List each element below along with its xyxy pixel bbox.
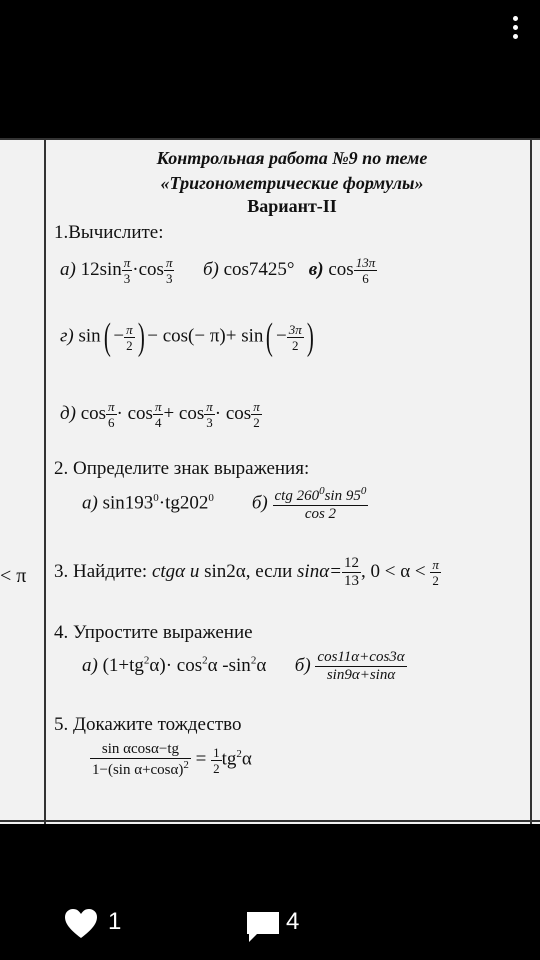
task2-heading: 2. Определите знак выражения: [54,458,310,479]
homework-photo [0,138,540,824]
table-line-top [0,138,540,140]
task3-row: 3. Найдите: ctgα и sin2α, если sinα= $\frac{12}{13}$ , 0 < α < $\frac{\pi}{2}$ [54,555,439,589]
task2-row: а) $\sin 193^0\cdot tg202^0$ б) $\frac{ctg 260^0\sin 95^0}{\cos 2}$ [82,485,367,522]
heart-icon[interactable] [64,908,98,940]
task1-a-label: а) [60,258,76,280]
task4-row: а) $(1+tg^2\alpha)\cdot \cos^2\alpha$ $-\sin^2\alpha$ б) $\frac{\cos 11\alpha+\cos 3\alpha}{\sin 9\alpha+\sin\alpha}$ [82,649,405,683]
worksheet-variant: Вариант-II [247,196,337,216]
left-column-fragment: < π [0,565,27,587]
comment-icon[interactable] [244,910,282,944]
comment-count: 4 [286,908,300,935]
task1-heading: 1.Вычислите: [54,222,164,243]
task5-heading: 5. Докажите тождество [54,714,242,735]
table-line-bottom [0,820,540,822]
task1-row2: г) sin( − $\frac{\pi}{2}$ ) − cos(− π)+ sin( − $\frac{3\pi}{2}$ ) [60,316,314,358]
task4-heading: 4. Упростите выражение [54,622,253,643]
table-line-right [530,138,532,824]
worksheet-topic: «Тригонометрические формулы» [160,173,424,193]
task1-row1: а) 12sin $\frac{\pi}{3}$ ·cos $\frac{\pi}{3}$ б) cos7425° в) cos $\frac{13\pi}{6}$ [60,255,376,286]
task1-g-label: г) [60,325,74,347]
top-bar [0,0,540,138]
task1-row3: д) cos $\frac{\pi}{6}$ · cos $\frac{\pi}{4}$ + cos $\frac{\pi}{3}$ · cos $\frac{\pi}{2}$ [60,399,260,430]
task1-b-label: б) [202,258,219,280]
task1-b-expr: cos7425° [223,258,295,280]
task1-v-label: в) [308,258,324,280]
more-vertical-icon[interactable] [508,16,522,46]
task1-d-label: д) [60,402,76,424]
task1-a-func1: 12sin [80,258,122,280]
task5-row: $\frac{\text{sin αcosα−tg}}{1-(\sin \alpha+\cos\alpha)^2}$ = $\frac{1}{2}$ $tg^2\alpha$ [92,741,252,778]
table-line-left [44,138,46,824]
worksheet-title: Контрольная работа №9 по теме [156,148,428,168]
like-count: 1 [108,908,122,935]
